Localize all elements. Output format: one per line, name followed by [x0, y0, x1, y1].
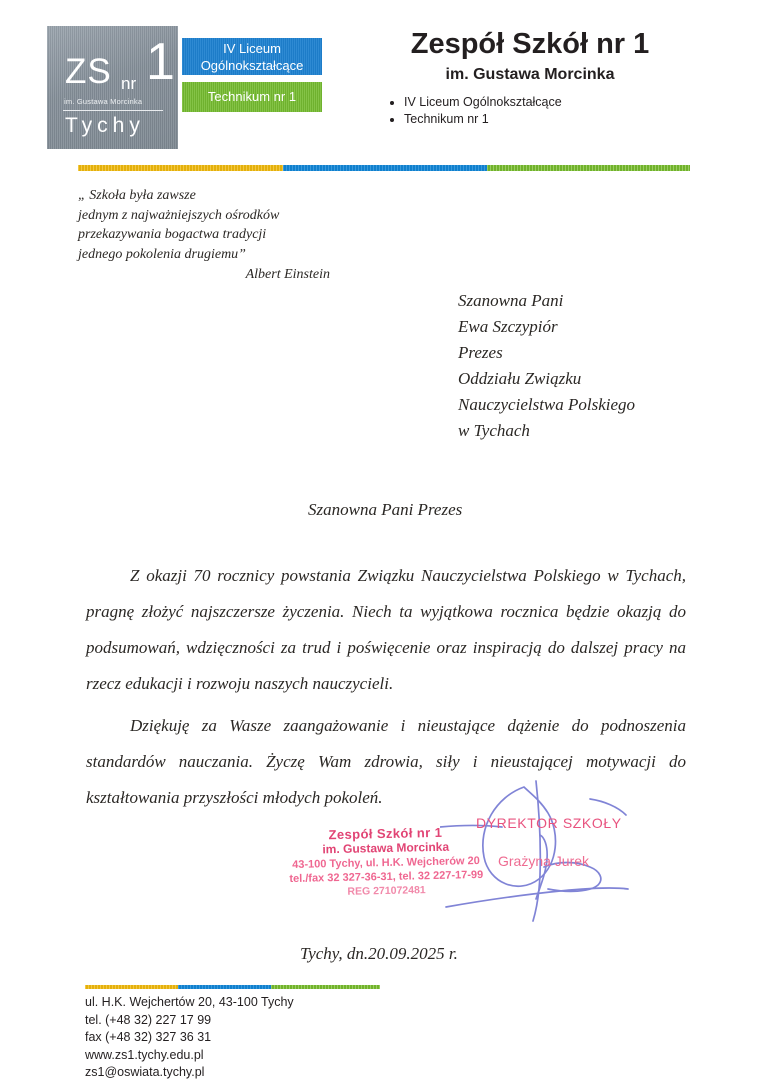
logo-city: Tychy [65, 114, 145, 137]
footer-address: ul. H.K. Wejchertów 20, 43-100 Tychy [85, 995, 294, 1009]
list-item: • IV Liceum Ogólnokształcące [404, 94, 562, 111]
epigraph-quote [78, 186, 338, 285]
handwritten-signature-icon [440, 775, 660, 925]
logo-tag-liceum-line2: Ogólnokształcące [200, 58, 304, 73]
stamp-line-patron: im. Gustawa Morcinka [322, 839, 450, 857]
school-patron: im. Gustawa Morcinka [445, 66, 615, 83]
quote-line: „ Szkoła była zawsze [78, 188, 196, 203]
addressee-line: Szanowna Pani [458, 291, 564, 310]
stamp-line-phone: tel./fax 32 327-36-31, tel. 32 227-17-99 [289, 868, 484, 886]
salutation: Szanowna Pani Prezes [308, 500, 463, 519]
footer-email[interactable]: zs1@oswiata.tychy.pl [85, 1065, 205, 1079]
logo-number: 1 [146, 33, 175, 91]
quote-line: jednego pokolenia drugiemu” [78, 246, 246, 262]
quote-line: jednym z najważniejszych ośrodków [78, 207, 280, 223]
stamp-line-regon: REG 271072481 [347, 884, 426, 898]
divider-segment-green [487, 165, 690, 171]
list-item: • Technikum nr 1 [404, 111, 562, 128]
addressee-line: Nauczycielstwa Polskiego [458, 395, 636, 414]
signature-title: DYREKTOR SZKOŁY [476, 815, 622, 831]
school-units-list [390, 94, 562, 128]
logo-nr-label: nr [121, 74, 137, 93]
date-line: Tychy, dn.20.09.2025 r. [300, 944, 458, 963]
addressee-line: Oddziału Związku [458, 369, 582, 388]
divider-segment-green [271, 985, 380, 989]
document-header [0, 0, 768, 155]
document-footer [85, 994, 294, 1082]
quote-author: Albert Einstein [245, 267, 330, 282]
footer-fax: fax (+48 32) 327 36 31 [85, 1030, 212, 1044]
school-name: Zespół Szkół nr 1 [410, 28, 650, 60]
logo-patron: im. Gustawa Morcinka [64, 97, 143, 106]
quote-line: przekazywania bogactwa tradycji [78, 227, 267, 242]
body-paragraph: Z okazji 70 rocznicy powstania Związku Nauczycielstwa Polskiego w Tychach, pragnę złożyć najszczersze życzenia. Niech ta wyjątkowa rocznica będzie okazją do podsumowań, wdzięczności za trud i poświęcenie oraz inspiracją do dalszej pracy na rzecz edukacji i rozwoju naszych nauczycieli. [86, 566, 686, 693]
divider-segment-blue [283, 165, 487, 171]
logo-abbreviation: ZS [65, 52, 112, 91]
school-logo [47, 26, 329, 149]
addressee-line: Prezes [458, 343, 503, 362]
footer-website[interactable]: www.zs1.tychy.edu.pl [85, 1047, 204, 1062]
logo-divider-rule [63, 110, 163, 111]
logo-tag-liceum-line1: IV Liceum [223, 41, 281, 56]
addressee-line: Ewa Szczypiór [458, 317, 558, 336]
logo-tag-technikum-label: Technikum nr 1 [207, 89, 297, 104]
logo-tag-liceum [182, 38, 322, 75]
logo-square [47, 26, 178, 149]
header-color-divider [78, 165, 690, 171]
signature-area [440, 775, 660, 925]
divider-segment-blue [178, 985, 271, 989]
body-paragraph: Dziękuję za Wasze zaangażowanie i nieustające dążenie do podnoszenia standardów nauczania. Życzę Wam zdrowia, siły i nieustającej motywacji do kształtowania przyszłości młodych pokoleń. [86, 716, 686, 807]
divider-segment-yellow [78, 165, 283, 171]
logo-tag-technikum [182, 82, 322, 112]
footer-tel: tel. (+48 32) 227 17 99 [85, 1012, 212, 1027]
stamp-line-school: Zespół Szkół nr 1 [328, 824, 443, 843]
divider-segment-yellow [85, 985, 178, 989]
addressee-block [458, 288, 635, 444]
stamp-line-address: 43-100 Tychy, ul. H.K. Wejcherów 20 [292, 855, 480, 871]
signature-name: Grażyna Jurek [498, 853, 590, 869]
footer-color-divider [85, 985, 380, 989]
addressee-line: w Tychach [458, 421, 530, 440]
